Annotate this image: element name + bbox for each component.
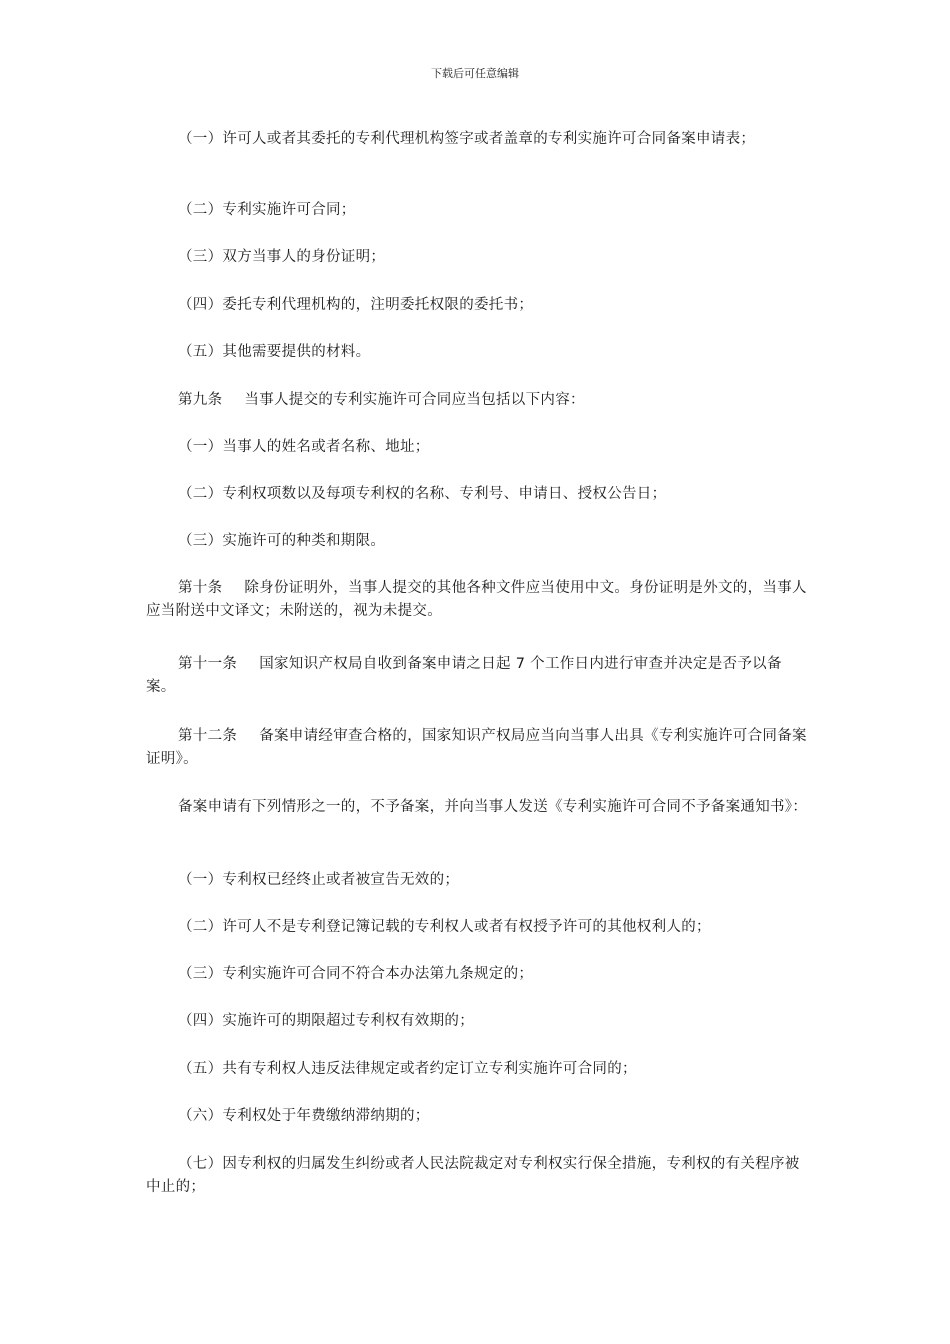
list-item-materials-2: （二）专利实施许可合同；: [178, 202, 356, 218]
list-item-contents-3: （三）实施许可的种类和期限。: [178, 533, 386, 549]
list-item-materials-4: （四）委托专利代理机构的，注明委托权限的委托书；: [178, 297, 534, 313]
article-9: [146, 389, 810, 412]
list-item-rejection-4: （四）实施许可的期限超过专利权有效期的；: [178, 1013, 474, 1029]
list-item-rejection-3: （三）专利实施许可合同不符合本办法第九条规定的；: [178, 966, 534, 982]
list-item-materials-3: （三）双方当事人的身份证明；: [178, 249, 386, 265]
list-item-rejection-6: （六）专利权处于年费缴纳滞纳期的；: [178, 1108, 430, 1124]
list-item-materials-5: （五）其他需要提供的材料。: [178, 344, 371, 360]
page-header: 下载后可任意编辑: [431, 67, 519, 80]
list-item-contents-1: （一）当事人的姓名或者名称、地址；: [178, 439, 430, 455]
article-9-heading: 第九条: [178, 392, 223, 408]
list-item-rejection-7: （七）因专利权的归属发生纠纷或者人民法院裁定对专利权实行保全措施，专利权的有关程序被中止的；: [146, 1156, 800, 1195]
list-item-rejection-2: （二）许可人不是专利登记簿记载的专利权人或者有权授予许可的其他权利人的；: [178, 919, 711, 935]
rejection-intro: 备案申请有下列情形之一的，不予备案，并向当事人发送《专利实施许可合同不予备案通知书》：: [178, 799, 808, 815]
article-11: [146, 653, 810, 699]
list-item-materials-1: （一）许可人或者其委托的专利代理机构签字或者盖章的专利实施许可合同备案申请表；: [178, 131, 756, 147]
article-10-body: 除身份证明外，当事人提交的其他各种文件应当使用中文。身份证明是外文的，当事人应当附送中文译文；未附送的，视为未提交。: [146, 580, 807, 619]
article-9-body: 当事人提交的专利实施许可合同应当包括以下内容：: [244, 392, 585, 408]
article-10: [146, 577, 810, 623]
list-item-rejection-5: （五）共有专利权人违反法律规定或者约定订立专利实施许可合同的；: [178, 1061, 637, 1077]
article-12-heading: 第十二条: [178, 728, 238, 744]
article-11-heading: 第十一条: [178, 656, 238, 672]
list-item-rejection-1: （一）专利权已经终止或者被宣告无效的；: [178, 872, 460, 888]
article-10-heading: 第十条: [178, 580, 223, 596]
article-11-body: 国家知识产权局自收到备案申请之日起 7 个工作日内进行审查并决定是否予以备案。: [146, 656, 782, 695]
article-12: [146, 725, 810, 771]
list-item-contents-2: （二）专利权项数以及每项专利权的名称、专利号、申请日、授权公告日；: [178, 486, 667, 502]
article-12-body: 备案申请经审查合格的，国家知识产权局应当向当事人出具《专利实施许可合同备案证明》。: [146, 728, 807, 767]
